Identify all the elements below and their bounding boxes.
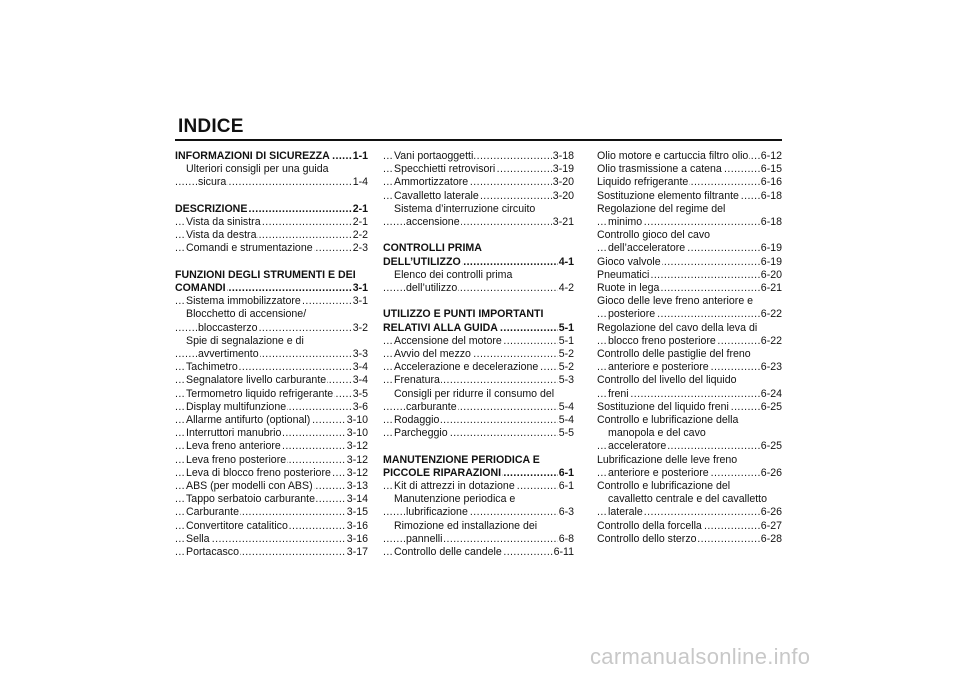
toc-entry-title: Controllo del livello del liquido (597, 374, 737, 387)
toc-entry[interactable] (597, 401, 782, 414)
toc-entry-title: Ammortizzatore (394, 176, 469, 189)
toc-entry-title: Leva freno anteriore (186, 440, 281, 453)
toc-entry-title: Rodaggio (394, 414, 440, 427)
toc-entry-title: Carburante (186, 506, 239, 519)
toc-entry-title: Ulteriori consigli per una guida (186, 163, 329, 176)
toc-entry-title: UTILIZZO E PUNTI IMPORTANTI (383, 308, 544, 321)
toc-entry-page: 6-12 (760, 150, 782, 162)
toc-entry-page: 3-6 (352, 400, 368, 413)
toc-entry[interactable] (597, 256, 782, 269)
toc-entry[interactable] (383, 282, 574, 295)
toc-entry-title: Sistema immobilizzatore (186, 295, 301, 308)
toc-entry-title: Vista da destra (186, 229, 257, 242)
toc-entry-title: bloccasterzo (198, 321, 258, 334)
toc-entry (383, 203, 574, 216)
toc-entry[interactable] (175, 176, 368, 189)
toc-entry-title: Leva di blocco freno posteriore (186, 466, 331, 479)
toc-entry-title: Kit di attrezzi in dotazione (394, 480, 515, 493)
toc-entry (597, 348, 782, 361)
toc-entry-page: 3-4 (352, 361, 368, 374)
toc-entry-title: Liquido refrigerante (597, 176, 689, 189)
toc-entry-title: Cavalletto laterale (394, 189, 479, 202)
spacer (383, 229, 574, 242)
toc-entry-page: 3-17 (346, 546, 368, 559)
toc-entry[interactable] (175, 493, 368, 506)
toc-entry[interactable] (175, 454, 368, 467)
toc-entry[interactable] (597, 467, 782, 480)
toc-entry[interactable] (597, 190, 782, 203)
toc-entry[interactable] (597, 520, 782, 533)
toc-entry-page: 5-4 (558, 400, 574, 413)
toc-entry-page: 6-21 (760, 282, 782, 295)
toc-section-heading (383, 308, 574, 321)
toc-entry[interactable] (597, 242, 782, 255)
toc-section-heading (175, 269, 368, 282)
toc-entry-title: manopola e del cavo (608, 427, 706, 440)
toc-entry[interactable] (175, 546, 368, 559)
toc-entry[interactable] (383, 163, 574, 176)
toc-entry[interactable] (175, 388, 368, 401)
toc-entry[interactable] (175, 295, 368, 308)
toc-entry-title: INFORMAZIONI DI SICUREZZA (175, 150, 330, 162)
toc-entry-title: DELL’UTILIZZO (383, 255, 461, 268)
toc-entry[interactable] (597, 335, 782, 348)
toc-entry[interactable] (383, 150, 574, 163)
toc-entry-title: dell’utilizzo (406, 282, 458, 295)
toc-entry-page: 6-28 (760, 532, 782, 545)
toc-entry (597, 414, 782, 427)
toc-entry[interactable] (597, 361, 782, 374)
toc-entry (175, 335, 368, 348)
toc-entry-page: 6-20 (760, 268, 782, 281)
toc-entry[interactable] (175, 414, 368, 427)
toc-entry[interactable] (597, 216, 782, 229)
toc-entry[interactable] (175, 374, 368, 387)
toc-entry-title: freni (608, 387, 629, 400)
toc-section-heading (383, 242, 574, 255)
toc-section-heading[interactable] (175, 282, 368, 295)
toc-entry (175, 308, 368, 321)
toc-entry-page: 6-1 (558, 480, 574, 493)
toc-entry-title: Controllo delle candele (394, 546, 502, 559)
toc-entry-title: laterale (608, 506, 643, 519)
toc-entry (597, 374, 782, 387)
toc-entry-title: Avvio del mezzo (394, 348, 471, 361)
toc-entry-page: 3-10 (346, 427, 368, 440)
toc-entry-page: 5-1 (558, 321, 574, 334)
toc-entry-page: 3-21 (552, 216, 574, 229)
toc-entry-page: 3-4 (352, 374, 368, 387)
toc-entry[interactable] (597, 308, 782, 321)
toc-entry (597, 427, 782, 440)
toc-entry-title: acceleratore (608, 440, 667, 453)
toc-entry[interactable] (383, 374, 574, 387)
toc-entry-title: MANUTENZIONE PERIODICA E (383, 453, 540, 466)
toc-entry-title: Spie di segnalazione e di (186, 334, 304, 347)
toc-entry-title: Sostituzione elemento filtrante (597, 189, 739, 202)
toc-entry[interactable] (383, 427, 574, 440)
toc-entry-page: 3-18 (552, 150, 574, 162)
toc-entry-title: Interruttori manubrio (186, 427, 282, 440)
toc-entry-title: Convertitore catalitico (186, 519, 288, 532)
toc-entry-title: Segnalatore livello carburante (186, 374, 327, 387)
toc-entry-title: FUNZIONI DEGLI STRUMENTI E DEI (175, 268, 356, 281)
toc-entry[interactable] (383, 361, 574, 374)
toc-entry[interactable] (597, 440, 782, 453)
toc-entry-page: 6-3 (558, 506, 574, 519)
toc-entry-page: 2-1 (352, 216, 368, 228)
toc-entry-page: 6-8 (558, 532, 574, 545)
toc-entry-title: avvertimento (198, 348, 259, 361)
toc-entry (597, 454, 782, 467)
toc-entry[interactable] (597, 282, 782, 295)
toc-entry-title: Ruote in lega (597, 282, 660, 295)
toc-section-heading[interactable] (383, 256, 574, 269)
toc-entry-title: DESCRIZIONE (175, 202, 248, 215)
toc-entry[interactable] (383, 506, 574, 519)
toc-entry-title: Specchietti retrovisori (394, 163, 496, 176)
toc-entry-page: 6-22 (760, 308, 782, 321)
toc-entry-title: Manutenzione periodica e (394, 493, 516, 506)
toc-entry-page: 6-22 (760, 334, 782, 347)
toc-entry-title: Allarme antifurto (optional) (186, 414, 311, 427)
toc-entry[interactable] (383, 216, 574, 229)
toc-entry-page: 5-3 (558, 374, 574, 387)
toc-entry-page: 3-14 (346, 493, 368, 506)
toc-entry-page: 3-12 (346, 440, 368, 453)
toc-entry-page: 4-1 (558, 255, 574, 268)
toc-entry-page: 6-25 (760, 400, 782, 413)
toc-entry-page: 6-26 (760, 466, 782, 479)
toc-entry[interactable] (175, 427, 368, 440)
toc-entry-page: 6-26 (760, 506, 782, 519)
toc-entry-page: 6-15 (760, 163, 782, 176)
toc-entry-title: Olio trasmissione a catena (597, 163, 722, 176)
toc-entry-title: Sella (186, 532, 210, 545)
toc-entry-page: 6-25 (760, 440, 782, 453)
toc-entry-page: 5-4 (558, 414, 574, 427)
toc-entry[interactable] (175, 520, 368, 533)
toc-entry[interactable] (597, 506, 782, 519)
toc-entry-title: Sistema d’interruzione circuito (394, 202, 536, 215)
toc-entry-title: Vista da sinistra (186, 216, 261, 228)
toc-entry-title: Elenco dei controlli prima (394, 268, 513, 281)
toc-entry-page: 3-10 (346, 414, 368, 427)
toc-entry-title: Portacasco (186, 546, 239, 559)
toc-column-1 (175, 150, 368, 559)
toc-entry (383, 388, 574, 401)
toc-entry[interactable] (383, 401, 574, 414)
toc-entry (597, 322, 782, 335)
toc-entry-page: 5-2 (558, 348, 574, 361)
toc-entry-title: Frenatura (394, 374, 440, 387)
toc-entry[interactable] (597, 269, 782, 282)
page-title: INDICE (178, 116, 244, 137)
toc-column-2 (383, 150, 574, 559)
toc-entry-title: Controllo gioco del cavo (597, 229, 711, 242)
toc-entry[interactable] (383, 546, 574, 559)
toc-entry[interactable] (175, 216, 368, 229)
toc-entry-page: 1-4 (352, 176, 368, 189)
toc-entry-title: Vani portaoggetti (394, 150, 474, 162)
toc-entry-title: Tachimetro (186, 361, 238, 374)
toc-entry[interactable] (175, 361, 368, 374)
toc-entry-title: Sostituzione del liquido freni (597, 400, 729, 413)
toc-entry[interactable] (383, 348, 574, 361)
toc-entry-title: Gioco delle leve freno anteriore e (597, 295, 754, 308)
toc-entry (383, 493, 574, 506)
toc-entry-title: minimo (608, 216, 643, 229)
toc-entry-title: blocco freno posteriore (608, 334, 716, 347)
toc-entry-title: Controllo della forcella (597, 519, 702, 532)
toc-entry[interactable] (383, 176, 574, 189)
toc-entry[interactable] (175, 322, 368, 335)
toc-section-heading[interactable] (383, 467, 574, 480)
toc-entry[interactable] (597, 388, 782, 401)
spacer (175, 190, 368, 203)
toc-entry-title: Consigli per ridurre il consumo del (394, 387, 555, 400)
toc-entry[interactable] (175, 348, 368, 361)
toc-entry-page: 5-2 (558, 361, 574, 374)
toc-column-3 (597, 150, 782, 546)
toc-entry[interactable] (383, 414, 574, 427)
toc-entry-title: Tappo serbatoio carburante (186, 493, 315, 506)
toc-entry-page: 6-18 (760, 216, 782, 229)
toc-entry (597, 203, 782, 216)
toc-entry-title: Leva freno posteriore (186, 453, 287, 466)
toc-entry[interactable] (383, 335, 574, 348)
toc-entry-page: 6-18 (760, 189, 782, 202)
toc-entry-title: Regolazione del regime del (597, 202, 726, 215)
toc-entry-page: 6-16 (760, 176, 782, 189)
toc-entry-page: 5-1 (558, 334, 574, 347)
toc-entry[interactable] (175, 480, 368, 493)
toc-entry-title: pannelli (406, 532, 443, 545)
toc-entry-page: 3-3 (352, 348, 368, 361)
toc-entry-page: 4-2 (558, 282, 574, 295)
toc-entry-page: 3-13 (346, 480, 368, 493)
toc-entry-title: anteriore e posteriore (608, 466, 709, 479)
toc-entry-page: 6-19 (760, 255, 782, 268)
toc-section-heading (383, 454, 574, 467)
toc-entry (597, 229, 782, 242)
toc-entry-page: 6-27 (760, 519, 782, 532)
toc-entry-title: RELATIVI ALLA GUIDA (383, 321, 498, 334)
toc-entry-page: 2-2 (352, 229, 368, 242)
toc-section-heading[interactable] (175, 203, 368, 216)
toc-entry[interactable] (597, 176, 782, 189)
toc-entry-title: Accelerazione e decelerazione (394, 361, 539, 374)
toc-entry-title: Blocchetto di accensione/ (186, 308, 307, 321)
toc-entry[interactable] (175, 440, 368, 453)
toc-entry-page: 6-23 (760, 361, 782, 374)
toc-entry (175, 163, 368, 176)
toc-entry-page: 1-1 (352, 150, 368, 162)
toc-entry-page: 3-20 (552, 189, 574, 202)
toc-entry (597, 493, 782, 506)
toc-entry-page: 5-5 (558, 427, 574, 440)
toc-entry-title: Controllo e lubrificazione della (597, 414, 739, 427)
toc-entry-title: Pneumatici (597, 268, 650, 281)
toc-entry (383, 520, 574, 533)
toc-entry-title: Lubrificazione delle leve freno (597, 453, 738, 466)
toc-entry[interactable] (597, 533, 782, 546)
toc-entry-title: Regolazione del cavo della leva di (597, 321, 758, 334)
toc-entry[interactable] (175, 506, 368, 519)
toc-entry-title: COMANDI (175, 282, 226, 294)
spacer (383, 295, 574, 308)
toc-entry-title: carburante (406, 400, 457, 413)
toc-entry[interactable] (383, 190, 574, 203)
toc-entry-title: sicura (198, 176, 227, 189)
toc-entry-title: Rimozione ed installazione dei (394, 519, 538, 532)
toc-entry-page: 3-12 (346, 466, 368, 479)
toc-entry[interactable] (175, 229, 368, 242)
toc-section-heading[interactable] (383, 322, 574, 335)
toc-entry-title: Gioco valvole (597, 255, 661, 268)
toc-entry-title: Controllo dello sterzo (597, 532, 697, 545)
toc-entry-page: 6-1 (558, 466, 574, 479)
toc-entry[interactable] (175, 242, 368, 255)
toc-entry (597, 480, 782, 493)
toc-entry-page: 3-16 (346, 532, 368, 545)
toc-entry-page: 3-1 (352, 295, 368, 308)
toc-entry (383, 269, 574, 282)
toc-entry-title: Accensione del motore (394, 334, 502, 347)
toc-entry-title: Comandi e strumentazione (186, 242, 313, 255)
toc-entry-title: anteriore e posteriore (608, 361, 709, 374)
toc-entry-page: 6-24 (760, 387, 782, 400)
toc-entry-page: 3-20 (552, 176, 574, 189)
toc-entry-title: lubrificazione (406, 506, 468, 519)
toc-entry[interactable] (175, 533, 368, 546)
toc-entry-page: 2-1 (352, 202, 368, 215)
toc-entry-title: Olio motore e cartuccia filtro olio (597, 150, 749, 162)
toc-entry[interactable] (175, 401, 368, 414)
toc-entry[interactable] (383, 533, 574, 546)
watermark: carmanualsonline.info (590, 644, 811, 669)
toc-entry-title: dell’acceleratore (608, 242, 686, 255)
toc-entry-page: 3-1 (352, 282, 368, 294)
toc-entry-title: Display multifunzione (186, 400, 287, 413)
toc-entry-title: Parcheggio (394, 427, 448, 440)
toc-entry-title: Termometro liquido refrigerante (186, 387, 334, 400)
toc-entry-title: posteriore (608, 308, 656, 321)
toc-entry[interactable] (383, 480, 574, 493)
toc-entry-title: Controllo delle pastiglie del freno (597, 348, 751, 361)
toc-entry-page: 6-19 (760, 242, 782, 255)
toc-entry-page: 6-11 (553, 546, 574, 559)
spacer (175, 256, 368, 269)
toc-entry-page: 3-2 (352, 321, 368, 334)
toc-entry-page: 3-19 (552, 163, 574, 176)
toc-entry-title: CONTROLLI PRIMA (383, 242, 482, 255)
spacer (383, 440, 574, 453)
toc-entry (597, 295, 782, 308)
title-rule (175, 139, 782, 141)
toc-entry-title: ABS (per modelli con ABS) (186, 480, 313, 493)
toc-entry-title: accensione (406, 216, 460, 229)
toc-entry-page: 3-15 (346, 506, 368, 519)
toc-entry[interactable] (175, 467, 368, 480)
toc-entry[interactable] (597, 163, 782, 176)
toc-entry-page: 3-16 (346, 519, 368, 532)
toc-entry-page: 3-12 (346, 453, 368, 466)
toc-entry-page: 2-3 (352, 242, 368, 255)
toc-entry-title: cavalletto centrale e del cavalletto (608, 493, 767, 506)
toc-section-heading[interactable] (175, 150, 368, 163)
toc-entry[interactable] (597, 150, 782, 163)
toc-entry-title: PICCOLE RIPARAZIONI (383, 466, 502, 479)
toc-entry-title: Controllo e lubrificazione del (597, 480, 731, 493)
toc-entry-page: 3-5 (352, 387, 368, 400)
